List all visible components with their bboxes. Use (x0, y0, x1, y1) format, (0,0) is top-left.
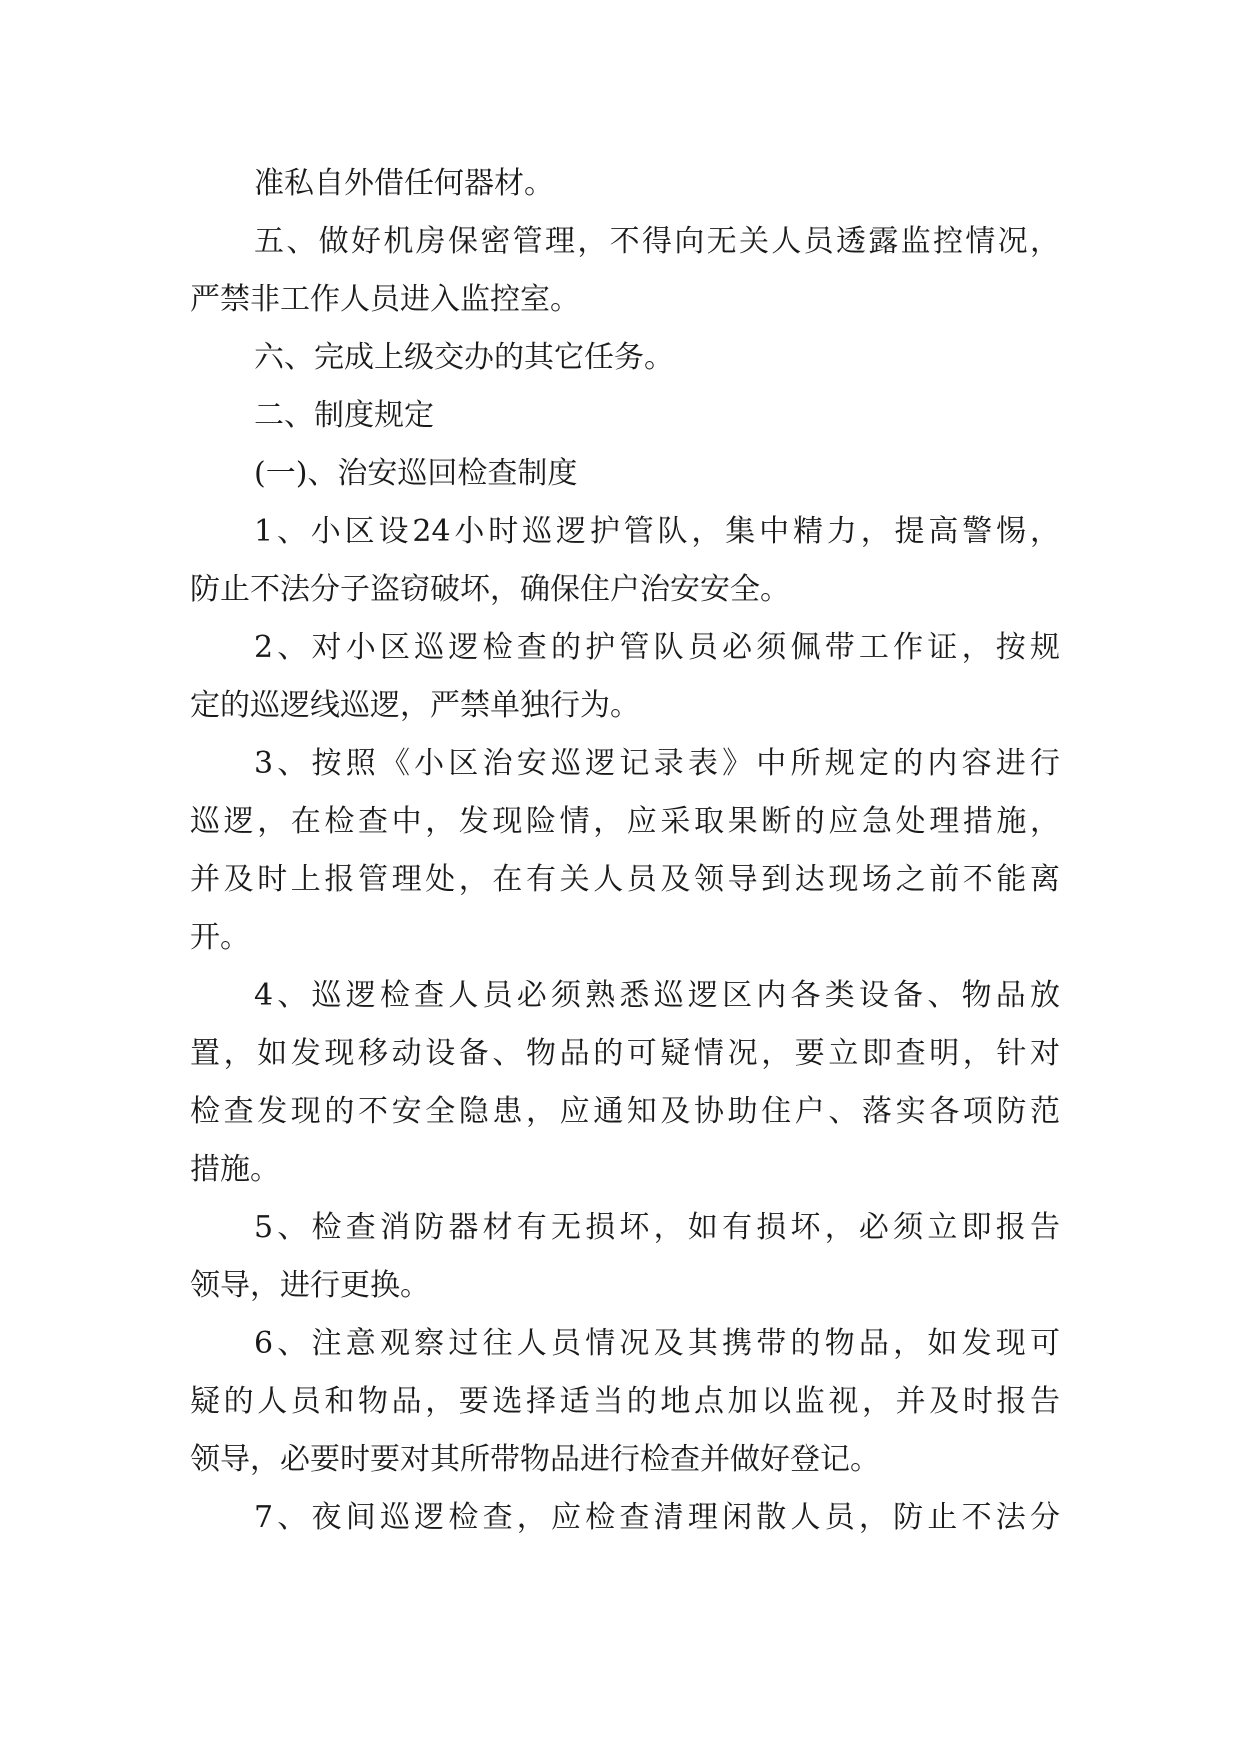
text-line: 6、注意观察过往人员情况及其携带的物品，如发现可 (254, 1326, 1060, 1361)
text-line: 防止不法分子盗窃破坏，确保住户治安安全。 (190, 572, 790, 607)
text-line: 五、做好机房保密管理，不得向无关人员透露监控情况， (254, 224, 1060, 259)
text-line: 3、按照《小区治安巡逻记录表》中所规定的内容进行 (254, 746, 1060, 781)
text-line: 措施。 (190, 1152, 280, 1187)
text-line: 定的巡逻线巡逻，严禁单独行为。 (190, 688, 640, 723)
text-line: 领导，进行更换。 (190, 1268, 430, 1303)
section-heading: 二、制度规定 (254, 398, 434, 433)
text-line: 5、检查消防器材有无损坏，如有损坏，必须立即报告 (254, 1210, 1060, 1245)
text-line: 置，如发现移动设备、物品的可疑情况，要立即查明，针对 (190, 1036, 1060, 1071)
text-line: 1、小区设24小时巡逻护管队，集中精力，提高警惕， (254, 514, 1060, 549)
text-line: 2、对小区巡逻检查的护管队员必须佩带工作证，按规 (254, 630, 1060, 665)
text-line: 准私自外借任何器材。 (254, 166, 554, 201)
text-line: 并及时上报管理处，在有关人员及领导到达现场之前不能离 (190, 862, 1060, 897)
text-line: 7、夜间巡逻检查，应检查清理闲散人员，防止不法分 (254, 1500, 1060, 1535)
text-line: 六、完成上级交办的其它任务。 (254, 340, 674, 375)
text-line: 疑的人员和物品，要选择适当的地点加以监视，并及时报告 (190, 1384, 1060, 1419)
text-line: 4、巡逻检查人员必须熟悉巡逻区内各类设备、物品放 (254, 978, 1060, 1013)
text-line: 严禁非工作人员进入监控室。 (190, 282, 580, 317)
subsection-heading: (一)、治安巡回检查制度 (254, 456, 578, 491)
text-line: 开。 (190, 920, 250, 955)
text-line: 领导，必要时要对其所带物品进行检查并做好登记。 (190, 1442, 880, 1477)
text-line: 巡逻，在检查中，发现险情，应采取果断的应急处理措施， (190, 804, 1060, 839)
text-line: 检查发现的不安全隐患，应通知及协助住户、落实各项防范 (190, 1094, 1060, 1129)
